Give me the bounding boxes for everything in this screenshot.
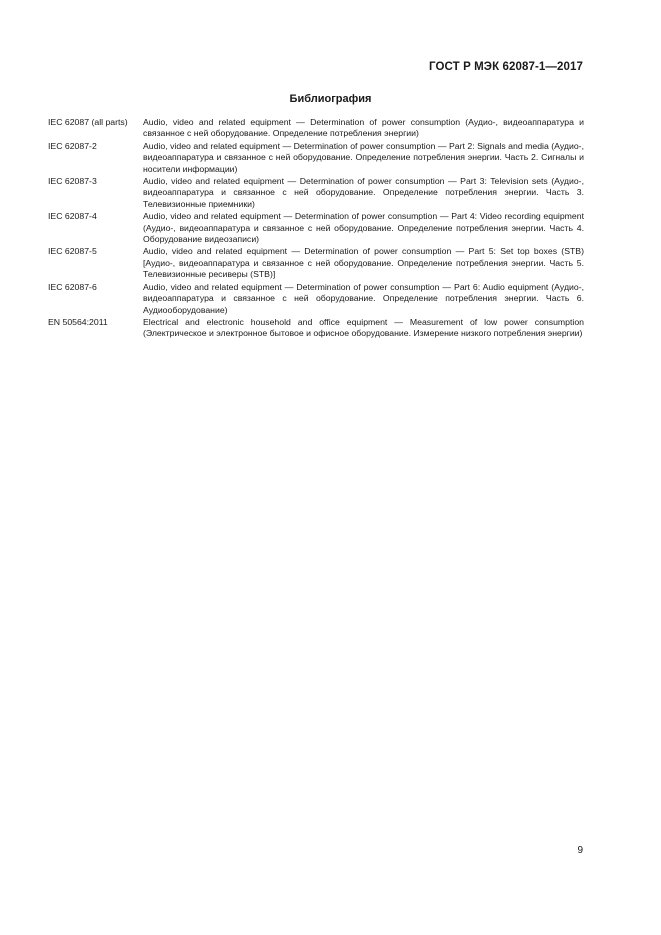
bibliography-entry-ref: IEC 62087-5 — [48, 246, 97, 257]
bibliography-entry — [48, 246, 584, 280]
bibliography-entry-ref: EN 50564:2011 — [48, 316, 108, 327]
bibliography-entry-text: Electrical and electronic household and office equipment — Measurement of low power consumption (Электрическое и электронное бытовое и офисное оборудование. Измерение низкого потребления энергии) — [143, 316, 584, 339]
bibliography-title: Библиография — [289, 93, 372, 105]
bibliography-list — [48, 117, 584, 341]
bibliography-entry-ref: IEC 62087-6 — [48, 281, 97, 292]
bibliography-entry-text: Audio, video and related equipment — Determination of power consumption (Аудио-, видеоаппаратура и связанное с ней оборудование. Определение потребления энергии) — [143, 117, 584, 139]
bibliography-entry-text: Audio, video and related equipment — Determination of power consumption — Part 2: Signals and media (Аудио-, видеоаппаратура и связанное с ней оборудование. Определение потребления энергии. Часть 2. Сигналы и носители информации) — [143, 140, 584, 174]
bibliography-entry-ref: IEC 62087 (all parts) — [48, 117, 128, 127]
bibliography-entry-text: Audio, video and related equipment — Determination of power consumption — Part 4: Video recording equipment (Аудио-, видеоаппаратура и связанное с ней оборудование. Определение потребления энергии. Часть 4. Оборудование видеозаписи) — [143, 211, 584, 245]
bibliography-entry — [48, 211, 584, 245]
bibliography-entry-ref: IEC 62087-3 — [48, 176, 97, 187]
bibliography-entry — [48, 117, 584, 140]
bibliography-entry — [48, 317, 584, 340]
bibliography-entry-text: Audio, video and related equipment — Determination of power consumption — Part 5: Set top boxes (STB) [Аудио-, видеоаппаратура и связанное с ней оборудование. Определение потребления энергии. Часть 5. Телевизионные ресиверы (STB)] — [143, 246, 584, 280]
page-number: 9 — [577, 845, 583, 856]
bibliography-entry-text: Audio, video and related equipment — Determination of power consumption — Part 6: Audio equipment (Аудио-, видеоаппаратура и связанное с ней оборудование. Определение потребления энергии. Часть 6. Аудиооборудование) — [143, 281, 584, 315]
bibliography-entry — [48, 141, 584, 175]
bibliography-entry-ref: IEC 62087-4 — [48, 211, 97, 222]
bibliography-entry-text: Audio, video and related equipment — Determination of power consumption — Part 3: Television sets (Аудио-, видеоаппаратура и связанное с ней оборудование. Определение потребления энергии. Часть 3. Телевизионные приемники) — [143, 176, 584, 209]
bibliography-entry-ref: IEC 62087-2 — [48, 140, 97, 151]
bibliography-entry — [48, 176, 584, 210]
bibliography-entry — [48, 282, 584, 316]
document-header-code: ГОСТ Р МЭК 62087-1—2017 — [429, 61, 583, 73]
